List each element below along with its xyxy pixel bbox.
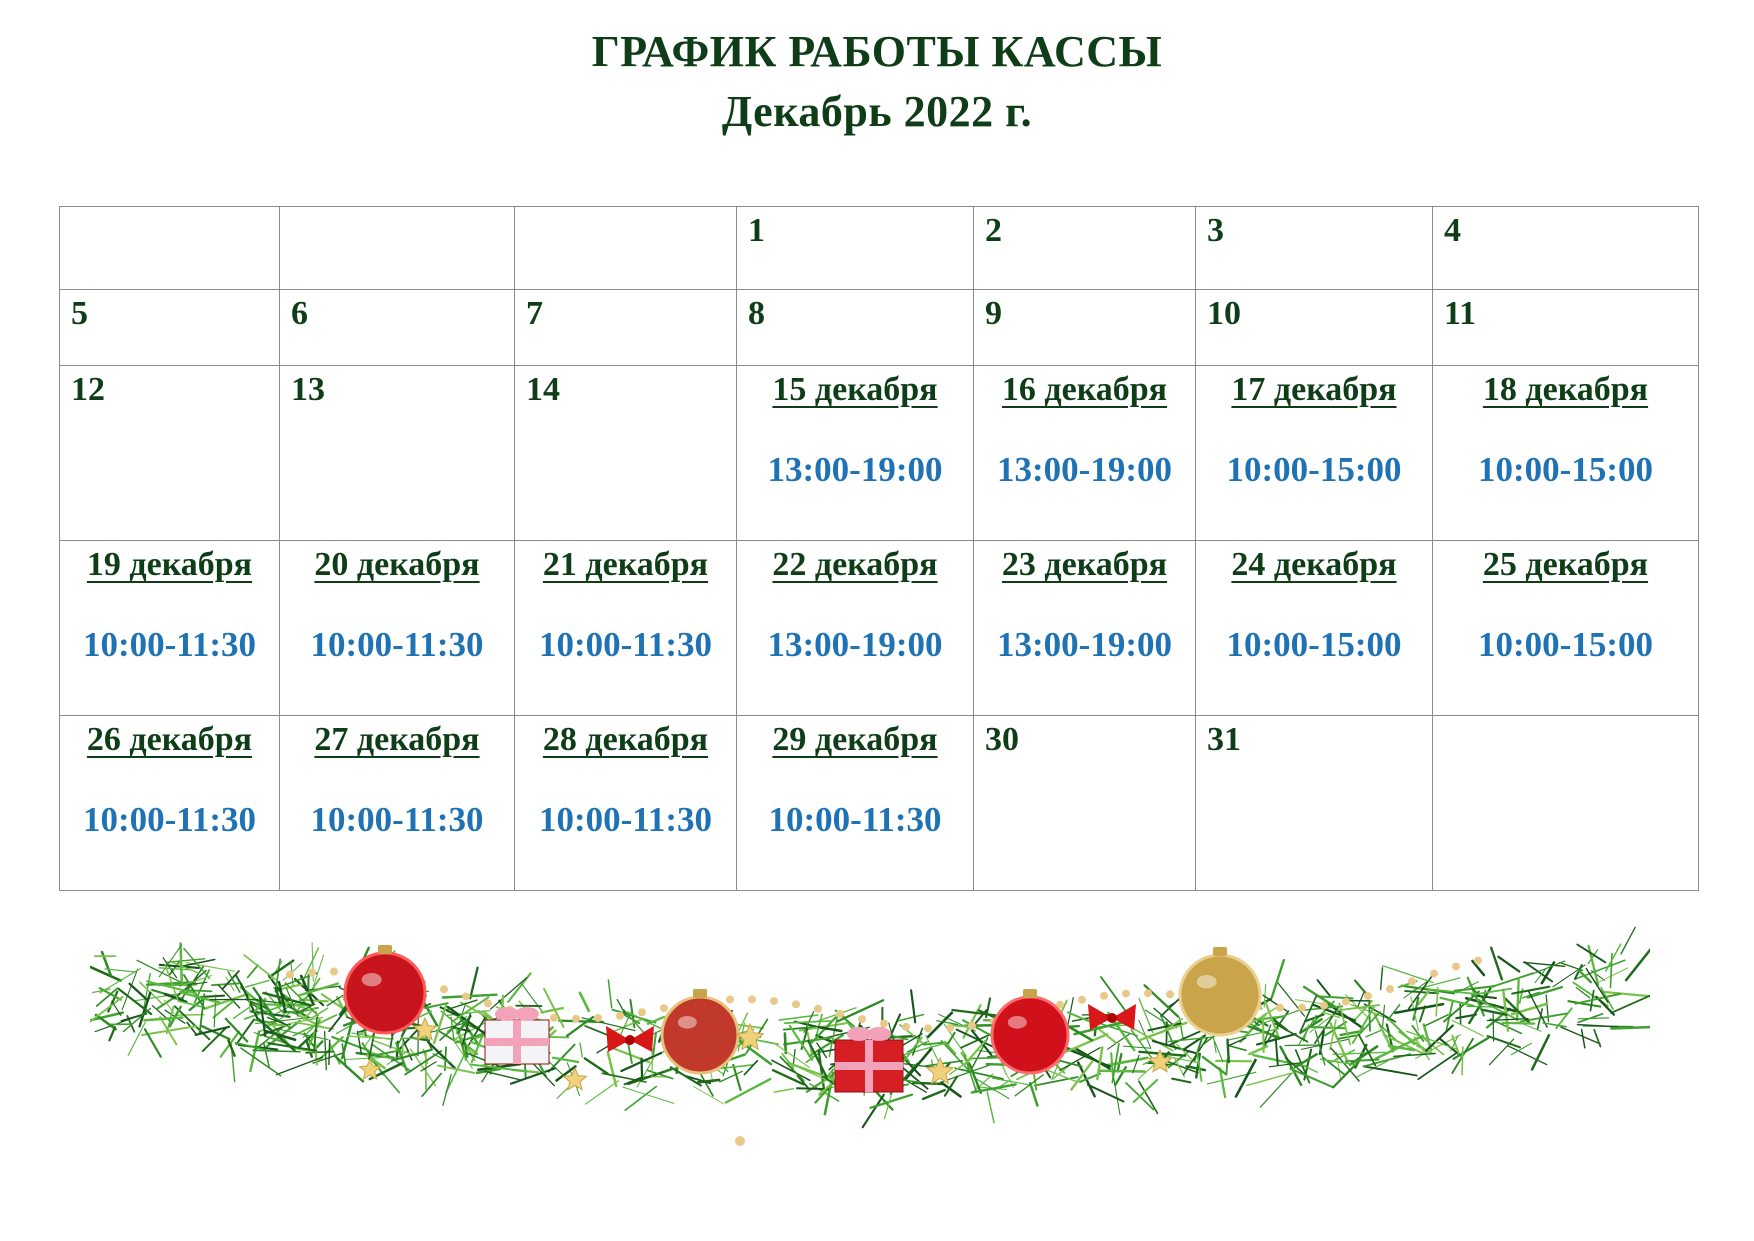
calendar-week-row <box>60 541 1699 716</box>
open-day-hours: 13:00-19:00 <box>997 450 1172 489</box>
open-day-schedule <box>515 716 736 840</box>
open-day-hours: 10:00-11:30 <box>538 625 713 664</box>
bead-icon <box>814 1005 822 1013</box>
bead-icon <box>1122 990 1130 998</box>
open-day-date: 18 декабря <box>1482 371 1649 408</box>
open-day-date: 19 декабря <box>86 546 253 583</box>
day-number <box>515 207 736 211</box>
day-number: 7 <box>526 295 543 332</box>
calendar-cell-day <box>60 366 280 541</box>
calendar-cell-open <box>515 716 737 891</box>
calendar-cell-open <box>1196 366 1433 541</box>
open-day-schedule <box>60 541 279 665</box>
open-day-hours: 10:00-15:00 <box>1478 450 1653 489</box>
open-day-schedule <box>60 716 279 840</box>
bead-icon <box>660 1004 668 1012</box>
calendar-cell-open <box>60 716 280 891</box>
calendar-cell-day <box>1196 290 1433 366</box>
calendar-cell-day <box>60 207 280 290</box>
open-day-schedule <box>1433 541 1698 665</box>
bead-icon <box>594 1014 602 1022</box>
bead-icon <box>836 1010 844 1018</box>
calendar-week-row <box>60 290 1699 366</box>
open-day-hours: 10:00-11:30 <box>538 800 713 839</box>
calendar-cell-day <box>515 366 737 541</box>
calendar-cell-open <box>515 541 737 716</box>
bead-icon <box>1452 963 1460 971</box>
day-number: 13 <box>291 371 325 408</box>
open-day-date: 26 декабря <box>86 721 253 758</box>
bead-icon <box>726 996 734 1004</box>
calendar-week-row <box>60 207 1699 290</box>
calendar-cell-day <box>1433 207 1699 290</box>
open-day-date: 22 декабря <box>772 546 938 583</box>
page-subtitle: Декабрь 2022 г. <box>721 87 1033 136</box>
open-day-schedule <box>280 716 514 840</box>
calendar-cell-day <box>60 290 280 366</box>
calendar-week-row <box>60 716 1699 891</box>
open-day-date: 23 декабря <box>1001 546 1168 583</box>
bead-icon <box>770 997 778 1005</box>
open-day-schedule <box>974 541 1195 665</box>
open-day-date: 16 декабря <box>1001 371 1168 408</box>
open-day-hours: 10:00-15:00 <box>1226 625 1402 664</box>
calendar-cell-day <box>1433 290 1699 366</box>
open-day-hours: 10:00-11:30 <box>768 800 942 839</box>
open-day-schedule <box>1433 366 1698 490</box>
calendar-cell-day <box>1196 207 1433 290</box>
day-number: 2 <box>985 212 1002 249</box>
day-number: 3 <box>1207 212 1224 249</box>
day-number: 1 <box>748 212 765 249</box>
schedule-calendar <box>59 206 1699 891</box>
bead-icon <box>572 1015 580 1023</box>
bead-icon <box>968 1022 976 1030</box>
calendar-cell-day <box>974 207 1196 290</box>
open-day-date: 15 декабря <box>772 371 938 408</box>
open-day-schedule <box>515 541 736 665</box>
day-number: 10 <box>1207 295 1241 332</box>
open-day-date: 27 декабря <box>314 721 480 758</box>
page-title: ГРАФИК РАБОТЫ КАССЫ <box>591 27 1163 76</box>
bead-icon <box>462 992 470 1000</box>
calendar-cell-open <box>1433 366 1699 541</box>
bead-icon <box>1100 992 1108 1000</box>
bead-icon <box>1078 996 1086 1004</box>
bead-icon <box>550 1014 558 1022</box>
calendar-cell-open <box>737 716 974 891</box>
calendar-cell-open <box>60 541 280 716</box>
open-day-hours: 10:00-11:30 <box>82 625 257 664</box>
bead-icon <box>1364 992 1372 1000</box>
bead-icon <box>484 999 492 1007</box>
open-day-date: 17 декабря <box>1231 371 1397 408</box>
calendar-cell-open <box>280 716 515 891</box>
open-day-hours: 10:00-11:30 <box>310 625 484 664</box>
open-day-hours: 13:00-19:00 <box>997 625 1172 664</box>
calendar-cell-open <box>1196 541 1433 716</box>
day-number: 9 <box>985 295 1002 332</box>
calendar-cell-open <box>280 541 515 716</box>
bead-icon <box>735 1136 745 1146</box>
calendar-cell-day <box>280 366 515 541</box>
red-ornament-icon <box>992 997 1068 1073</box>
striped-ornament-icon <box>662 997 738 1073</box>
open-day-schedule <box>737 366 973 490</box>
calendar-cell-open <box>1433 541 1699 716</box>
day-number: 31 <box>1207 721 1241 758</box>
bead-icon <box>616 1012 624 1020</box>
open-day-schedule <box>1196 366 1432 490</box>
day-number: 4 <box>1444 212 1461 249</box>
bead-icon <box>440 985 448 993</box>
bead-icon <box>1430 970 1438 978</box>
calendar-cell-open <box>737 541 974 716</box>
calendar-cell-open <box>974 541 1196 716</box>
open-day-hours: 13:00-19:00 <box>767 450 943 489</box>
day-number <box>280 207 514 211</box>
bead-icon <box>308 969 316 977</box>
day-number: 14 <box>526 371 560 408</box>
bead-icon <box>1408 977 1416 985</box>
christmas-garland-image <box>90 880 1650 1170</box>
day-number: 12 <box>71 371 105 408</box>
calendar-cell-day <box>1196 716 1433 891</box>
day-number: 5 <box>71 295 88 332</box>
bead-icon <box>1320 1002 1328 1010</box>
bead-icon <box>286 971 294 979</box>
bead-icon <box>1144 989 1152 997</box>
bead-icon <box>1386 985 1394 993</box>
open-day-date: 25 декабря <box>1482 546 1649 583</box>
calendar-cell-day <box>515 207 737 290</box>
gold-ornament-icon <box>1180 955 1260 1035</box>
bead-icon <box>1276 1004 1284 1012</box>
bead-icon <box>792 1000 800 1008</box>
open-day-date: 21 декабря <box>542 546 709 583</box>
open-day-hours: 10:00-15:00 <box>1478 625 1653 664</box>
bead-icon <box>638 1008 646 1016</box>
open-day-hours: 13:00-19:00 <box>767 625 943 664</box>
day-number: 30 <box>985 721 1019 758</box>
open-day-hours: 10:00-15:00 <box>1226 450 1402 489</box>
bead-icon <box>1298 1004 1306 1012</box>
open-day-schedule <box>280 541 514 665</box>
calendar-cell-day <box>280 290 515 366</box>
open-day-hours: 10:00-11:30 <box>82 800 257 839</box>
calendar-cell-day <box>280 207 515 290</box>
calendar-cell-open <box>974 366 1196 541</box>
calendar-cell-day <box>1433 716 1699 891</box>
gold-star-icon <box>414 1018 437 1040</box>
day-number: 6 <box>291 295 308 332</box>
bead-icon <box>946 1024 954 1032</box>
bead-icon <box>330 968 338 976</box>
calendar-cell-day <box>737 290 974 366</box>
open-day-schedule <box>1196 541 1432 665</box>
open-day-hours: 10:00-11:30 <box>310 800 484 839</box>
bead-icon <box>1474 957 1482 965</box>
open-day-schedule <box>737 716 973 840</box>
bead-icon <box>880 1020 888 1028</box>
calendar-cell-open <box>737 366 974 541</box>
calendar-cell-day <box>974 716 1196 891</box>
day-number <box>60 207 279 211</box>
day-number: 8 <box>748 295 765 332</box>
open-day-date: 24 декабря <box>1231 546 1397 583</box>
bead-icon <box>1166 990 1174 998</box>
open-day-date: 20 декабря <box>314 546 480 583</box>
calendar-cell-day <box>974 290 1196 366</box>
bead-icon <box>924 1024 932 1032</box>
bead-icon <box>902 1023 910 1031</box>
open-day-date: 28 декабря <box>542 721 709 758</box>
bead-icon <box>748 995 756 1003</box>
calendar-week-row <box>60 366 1699 541</box>
day-number <box>1433 716 1698 720</box>
open-day-schedule <box>974 366 1195 490</box>
bead-icon <box>858 1015 866 1023</box>
calendar-cell-day <box>737 207 974 290</box>
day-number: 11 <box>1444 295 1477 332</box>
red-ornament-icon <box>345 953 425 1033</box>
open-day-date: 29 декабря <box>772 721 938 758</box>
bead-icon <box>1342 998 1350 1006</box>
calendar-cell-day <box>515 290 737 366</box>
open-day-schedule <box>737 541 973 665</box>
